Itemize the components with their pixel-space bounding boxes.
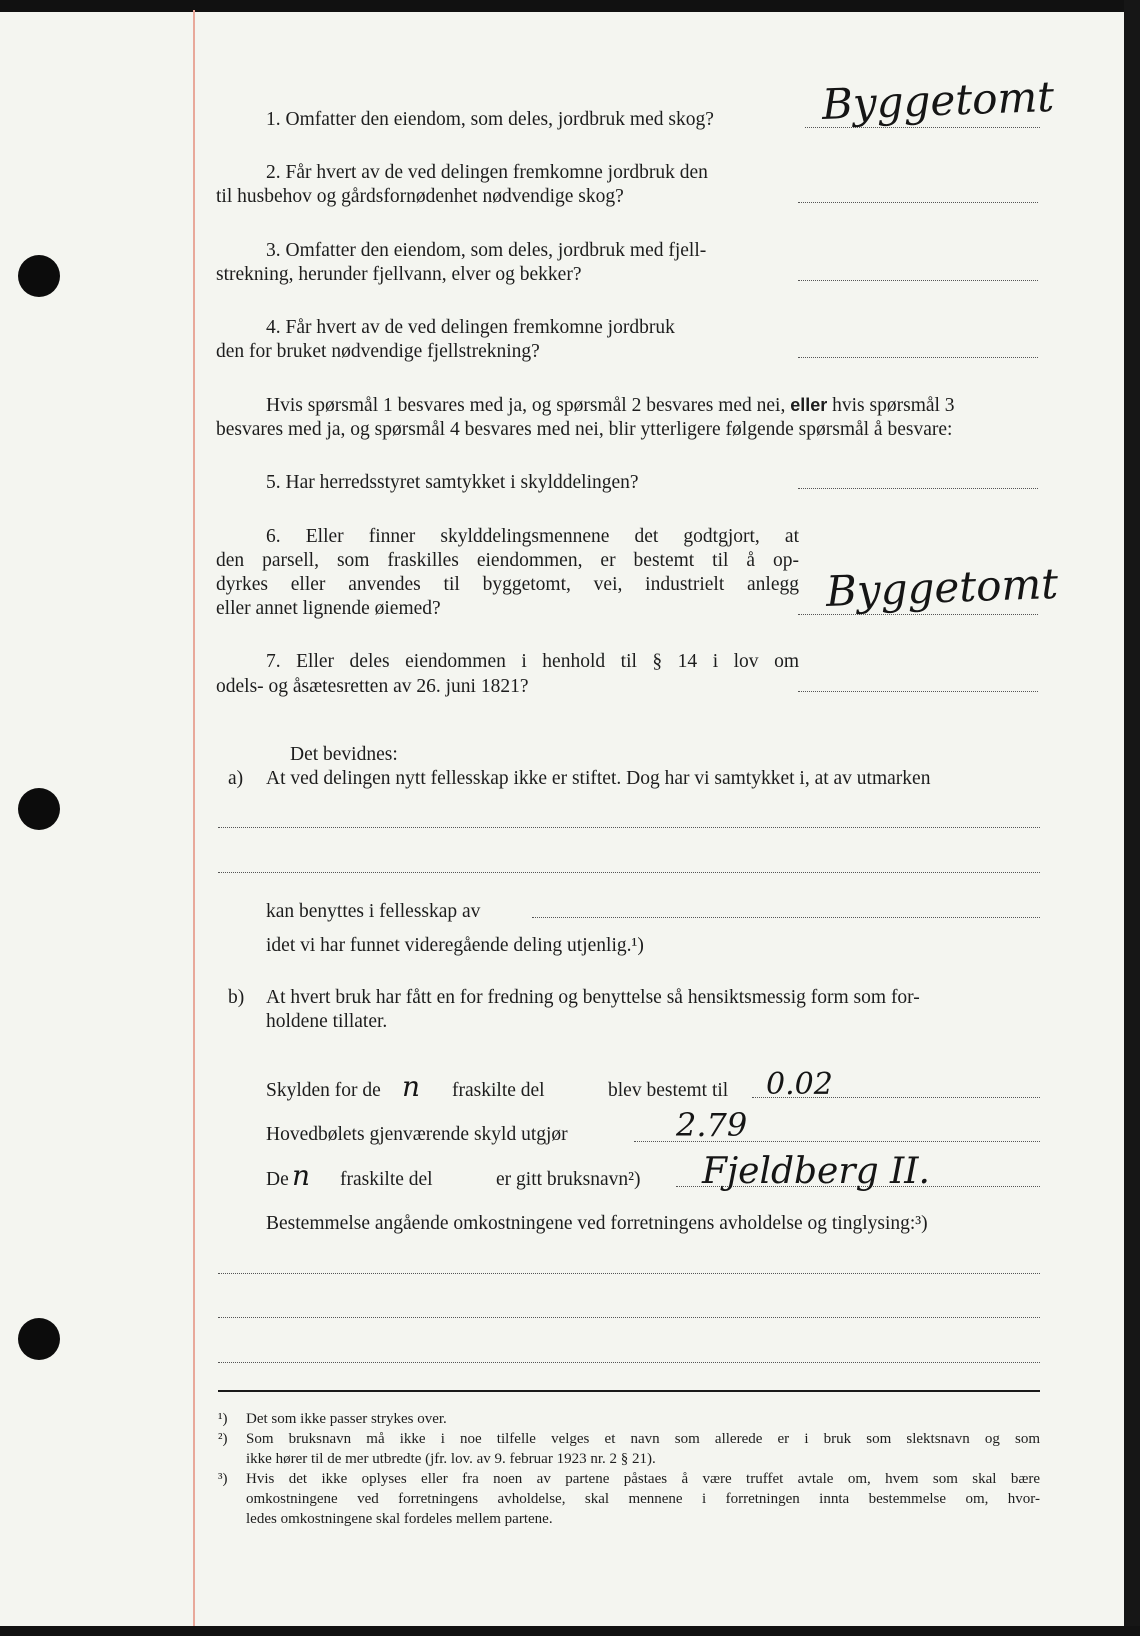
attest-a-shared: kan benyttes i fellesskap av <box>266 901 481 922</box>
name-suffix: er gitt bruksnavn²) <box>496 1169 641 1190</box>
answer-line-5 <box>798 488 1038 489</box>
skyld-suffix: blev bestemt til <box>608 1080 729 1101</box>
attest-b-line-1: At hvert bruk har fått en for fredning og benyttelse så hensiktsmessig form som for- <box>266 987 920 1008</box>
footnote-1: Det som ikke passer strykes over. <box>246 1411 447 1427</box>
footnote-rule <box>218 1390 1040 1392</box>
attest-a-text: At ved delingen nytt fellesskap ikke er stiftet. Dog har vi samtykket i, at av utmarken <box>266 768 931 789</box>
question-4-line-1: 4. Får hvert av de ved delingen fremkomne jordbruk <box>266 317 675 338</box>
answer-line-7 <box>798 691 1038 692</box>
cost-blank-line <box>218 1362 1040 1363</box>
attest-a-blank-line <box>218 827 1040 828</box>
hoved-value-handwriting: 2.79 <box>676 1106 748 1144</box>
punch-hole <box>18 255 60 297</box>
skyld-prefix: Skylden for de <box>266 1080 381 1101</box>
answer-6-handwriting: Byggetomt <box>825 558 1059 617</box>
scan-edge-top <box>0 0 1140 12</box>
footnote-2-line-2: ikke hører til de mer utbredte (jfr. lov. av 9. februar 1923 nr. 2 § 21). <box>246 1451 656 1467</box>
hoved-label: Hovedbølets gjenværende skyld utgjør <box>266 1124 568 1145</box>
punch-hole <box>18 1318 60 1360</box>
attest-b-label: b) <box>228 987 245 1008</box>
name-value-handwriting: Fjeldberg II. <box>702 1151 930 1192</box>
cost-blank-line <box>218 1273 1040 1274</box>
skyld-value-handwriting: 0.02 <box>766 1067 833 1102</box>
answer-line-2 <box>798 202 1038 203</box>
footnote-3-line-3: ledes omkostningene skal fordeles mellem partene. <box>246 1511 553 1527</box>
condition-text-a: Hvis spørsmål 1 besvares med ja, og spørsmål 2 besvares med nei, <box>266 395 786 416</box>
question-2-line-1: 2. Får hvert av de ved delingen fremkomne jordbruk den <box>266 162 708 183</box>
question-3-line-2: strekning, herunder fjellvann, elver og bekker? <box>216 264 582 285</box>
cost-label: Bestemmelse angående omkostningene ved forretningens avholdelse og tinglysing:³) <box>266 1213 928 1234</box>
question-6-line-2: den parsell, som fraskilles eiendommen, er bestemt til å op- <box>216 550 799 571</box>
footnote-2-line-1: Som bruksnavn må ikke i noe tilfelle velges et navn som allerede er i bruk som slektsnavn og som <box>246 1431 1040 1447</box>
question-1: 1. Omfatter den eiendom, som deles, jordbruk med skog? <box>266 109 714 130</box>
scan-edge-right <box>1124 0 1140 1636</box>
question-7-line-1: 7. Eller deles eiendommen i henhold til § 14 i lov om <box>266 651 799 672</box>
attest-a-label: a) <box>228 768 244 789</box>
margin-line <box>193 10 195 1626</box>
name-prefix: De <box>266 1169 289 1190</box>
condition-line-2: besvares med ja, og spørsmål 4 besvares med nei, blir ytterligere følgende spørsmål å besvare: <box>216 419 953 440</box>
question-5: 5. Har herredsstyret samtykket i skylddelingen? <box>266 472 639 493</box>
question-6-line-1: 6. Eller finner skylddelingsmennene det godtgjort, at <box>266 526 799 547</box>
attest-heading: Det bevidnes: <box>290 744 398 765</box>
footnote-2-mark: ²) <box>218 1431 228 1447</box>
footnote-3-line-2: omkostningene ved forretningens avholdelse, skal mennene i forretningen innta bestemmelse om, hvor- <box>246 1491 1040 1507</box>
skyld-hand-suffix: n <box>402 1070 421 1103</box>
footnote-3-mark: ³) <box>218 1471 228 1487</box>
attest-b-line-2: holdene tillater. <box>266 1011 388 1032</box>
condition-bold-eller: eller <box>790 395 828 415</box>
footnote-1-mark: ¹) <box>218 1411 228 1427</box>
name-hand-suffix: n <box>292 1159 311 1192</box>
question-6-line-4: eller annet lignende øiemed? <box>216 598 441 619</box>
cost-blank-line <box>218 1317 1040 1318</box>
question-7-line-2: odels- og åsætesretten av 26. juni 1821? <box>216 676 529 697</box>
name-mid: fraskilte del <box>340 1169 433 1190</box>
question-2-line-2: til husbehov og gårdsfornødenhet nødvendige skog? <box>216 186 624 207</box>
condition-line-1 <box>266 396 955 416</box>
skyld-mid: fraskilte del <box>452 1080 545 1101</box>
attest-a-blank-line <box>218 872 1040 873</box>
scan-edge-bottom <box>0 1626 1140 1636</box>
attest-a-shared-line <box>532 917 1040 918</box>
condition-text-b: hvis spørsmål 3 <box>832 395 955 416</box>
question-6-line-3: dyrkes eller anvendes til byggetomt, vei, industrielt anlegg <box>216 574 799 595</box>
punch-hole <box>18 788 60 830</box>
answer-line-4 <box>798 357 1038 358</box>
attest-a-reason: idet vi har funnet videregående deling utjenlig.¹) <box>266 935 644 956</box>
answer-line-3 <box>798 280 1038 281</box>
question-3-line-1: 3. Omfatter den eiendom, som deles, jordbruk med fjell- <box>266 240 707 261</box>
question-4-line-2: den for bruket nødvendige fjellstrekning? <box>216 341 540 362</box>
answer-1-handwriting: Byggetomt <box>821 71 1055 130</box>
footnote-3-line-1: Hvis det ikke oplyses eller fra noen av partene påstaes å være truffet avtale om, hvem som skal bære <box>246 1471 1040 1487</box>
